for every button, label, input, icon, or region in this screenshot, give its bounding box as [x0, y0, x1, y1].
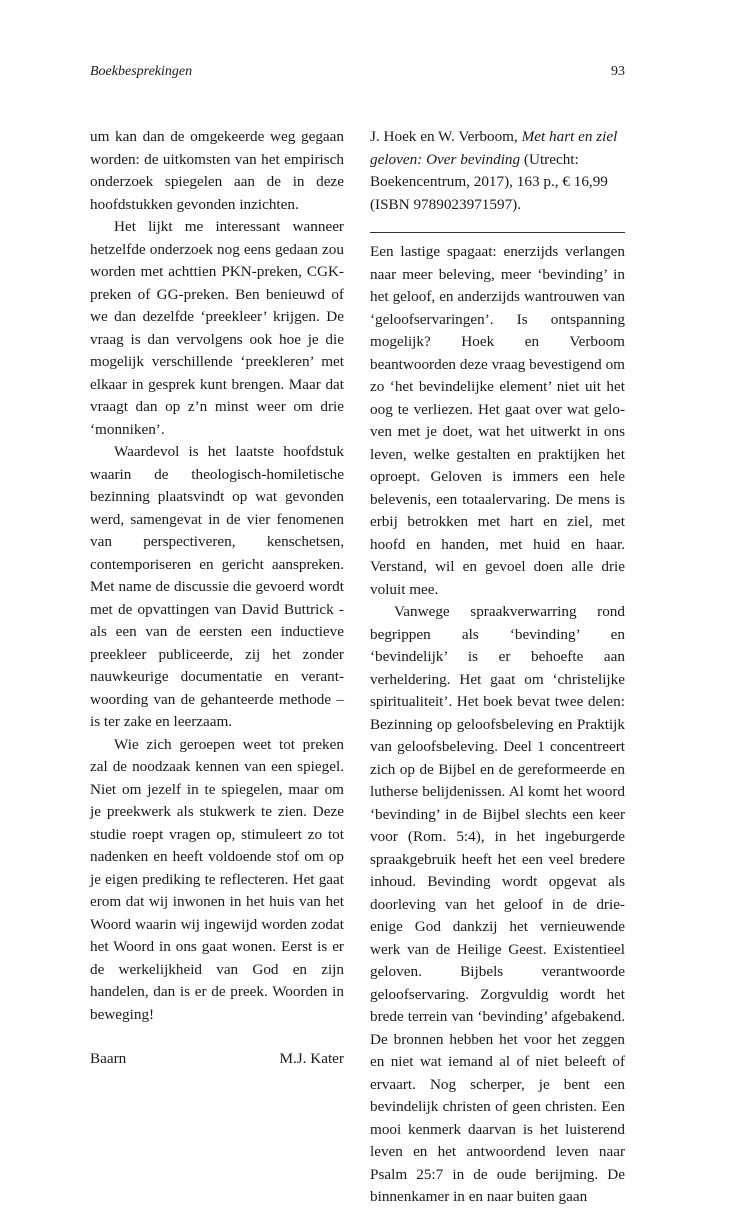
right-paragraph-1: Een lastige spagaat: enerzijds verlangen naar meer beleving, meer ‘bevinding’ in het geloof, en anderzijds wantrouwen van ‘geloofservaringen’. Is ontspanning mogelijk? Hoek en Verboom beantwoorden deze vraag bevestigend om zo ‘het bevindelijke element’ niet uit het oog te verliezen. Het gaat over wat geloven met je doet, wat het uitwerkt in ons leven, welke gestalten en praktijken het oproept. Geloven is immers een hele belevenis, een totaalervaring. De mens is erbij betrokken met hart en ziel, met hoofd en handen, met huid en haar. Verstand, wil en gevoel doen alle drie voluit mee. — [370, 243, 625, 598]
signoff-place: Baarn — [90, 1050, 127, 1067]
left-column — [90, 126, 344, 1071]
left-paragraph-2: Het lijkt me interessant wanneer hetzelfde onderzoek nog eens gedaan zou worden met achttien PKN-preken, CGK-preken of GG-preken. Ben benieuwd of we dan dezelfde ‘preekleer’ krijgen. De vraag is dan vervolgens ook hoe je die mogelijk verschillende ‘preekleren’ met elkaar in gesprek kunt brengen. Maar dat vraagt dan op z’n minst weer om drie ‘monniken’. — [90, 218, 344, 438]
section-divider — [370, 232, 625, 233]
running-head: Boekbesprekingen — [90, 64, 193, 79]
left-paragraph-1: um kan dan de omgekeerde weg gegaan worden: de uitkomsten van het empirisch onderzoek spiegelen aan de in deze hoofdstukken gevonden inzichten. — [90, 128, 344, 213]
review-signoff — [90, 1048, 344, 1071]
book-details: (Utrecht: Boekencentrum, 2017), 163 p., € 16,99 (ISBN 9789023971597). — [370, 150, 608, 213]
book-title: Met hart en ziel geloven: Over bevinding — [370, 128, 618, 168]
book-reference — [370, 126, 625, 216]
right-column — [370, 126, 625, 1209]
left-paragraph-3: Waardevol is het laatste hoofdstuk waarin de theologisch-homiletische bezinning plaatsvindt op wat gevonden werd, samengevat in de vier fenomenen van perspectiveren, kenschetsen, contemporiseren en gericht aanspreken. Met name de discussie die gevoerd wordt met de opvattingen van David Buttrick - als een van de eersten een inductieve preekleer publiceerde, zij het zonder nauwkeurige documentatie en verantwoording van de gehanteerde methode – is ter zake en leerzaam. — [90, 443, 344, 730]
signoff-author: M.J. Kater — [279, 1050, 344, 1067]
page-number: 93 — [611, 64, 625, 79]
left-paragraph-4: Wie zich geroepen weet tot preken zal de noodzaak kennen van een spiegel. Niet om jezelf in te spiegelen, maar om je preekwerk als stukwerk te zien. Deze studie roept vragen op, stimuleert zo tot nadenken en heeft voldoende stof om op je eigen prediking te reflecteren. Het gaat erom dat wij inwonen in het huis van het Woord waarin wij ingewijd worden zodat het Woord in ons gaat wonen. Eerst is er de werkelijkheid van God en zijn handelen, dan is er de preek. Woorden in beweging! — [90, 735, 344, 1023]
right-paragraph-2: Vanwege spraakverwarring rond begrippen als ‘bevinding’ en ‘bevindelijk’ is er behoefte aan verheldering. Het gaat om ‘christelijke spiritualiteit’. Het boek bevat twee delen: Bezinning op geloofsbeleving en Praktijk van geloofsbeleving. Deel 1 concentreert zich op de Bijbel en de gereformeerde en lutherse belijdenissen. Al komt het woord ‘bevinding’ in de Bijbel slechts een keer voor (Rom. 5:4), in het ingeburgerde spraakgebruik heeft het een veel bredere inhoud. Bevinding wordt opgevat als doorleving van het geloof in de drie-enige God dankzij het vernieuwende werk van de Heilige Geest. Existentieel geloven. Bijbels verantwoorde geloofservaring. Zorgvuldig wordt het brede terrein van ‘bevinding’ afgebakend. De bronnen hebben het voor het zeggen en niet wat iemand al of niet beleeft of ervaart. Nog scherper, je bent een bevindelijk christen of geen christen. Een mooi kenmerk daarvan is het luisterend leven en het antwoordend leven naar Psalm 25:7 in de oude berijming. De binnenkamer in en naar buiten gaan — [370, 603, 625, 1205]
book-authors: J. Hoek en W. Verboom, — [370, 128, 522, 145]
